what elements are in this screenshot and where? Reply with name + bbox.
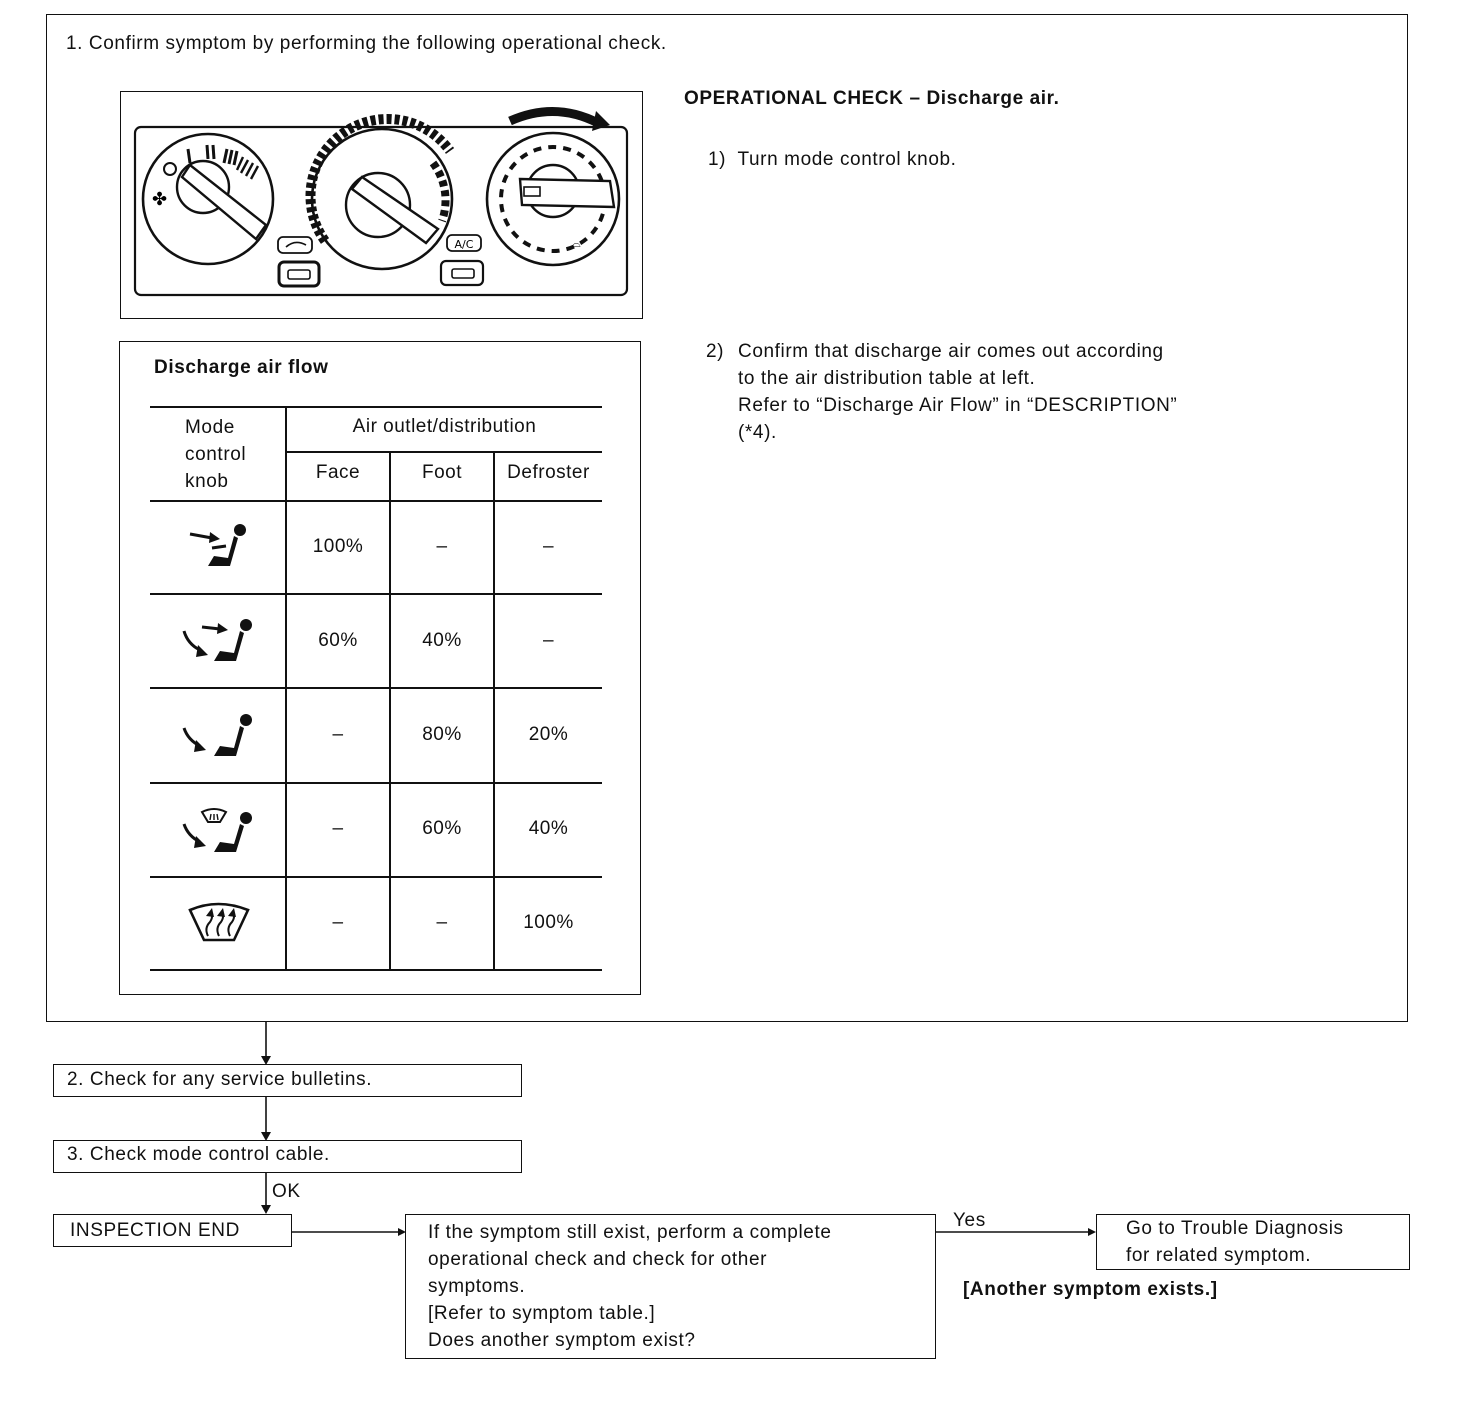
result-line: Go to Trouble Diagnosis bbox=[1126, 1218, 1344, 1239]
airflow-table-title: Discharge air flow bbox=[154, 357, 329, 378]
svg-text:✤: ✤ bbox=[152, 189, 168, 210]
foot-value: – bbox=[436, 536, 448, 557]
defroster-value: 20% bbox=[528, 724, 569, 745]
step2-text: 2. Check for any service bulletins. bbox=[67, 1069, 373, 1090]
foot-value: 80% bbox=[422, 724, 462, 745]
operational-check-step2-line: to the air distribution table at left. bbox=[738, 368, 1036, 389]
operational-check-step2-line: (*4). bbox=[738, 422, 777, 443]
question-line: Does another symptom exist? bbox=[428, 1330, 696, 1351]
operational-check-step2-line: Refer to “Discharge Air Flow” in “DESCRIPTION” bbox=[738, 395, 1178, 416]
column-header-face: Face bbox=[315, 462, 361, 483]
question-line: symptoms. bbox=[428, 1276, 526, 1297]
defroster-value: – bbox=[542, 536, 555, 557]
foot-value: 40% bbox=[422, 630, 462, 651]
defroster-value: 40% bbox=[528, 818, 569, 839]
operational-check-step1: 1) Turn mode control knob. bbox=[708, 149, 957, 170]
mode-header-line: control bbox=[185, 444, 247, 465]
yes-label: Yes bbox=[953, 1210, 986, 1231]
face-value: 60% bbox=[318, 630, 358, 651]
face-value: – bbox=[332, 818, 344, 839]
result-note: [Another symptom exists.] bbox=[963, 1279, 1218, 1300]
step1-title: 1. Confirm symptom by performing the following operational check. bbox=[66, 33, 667, 54]
step3-text: 3. Check mode control cable. bbox=[67, 1144, 330, 1165]
face-value: – bbox=[332, 724, 344, 745]
ac-button-label: A/C bbox=[454, 238, 474, 251]
svg-text:⌓: ⌓ bbox=[572, 237, 581, 250]
operational-check-step2-number: 2) bbox=[706, 341, 725, 362]
question-line: [Refer to symptom table.] bbox=[428, 1303, 656, 1324]
column-header-foot: Foot bbox=[421, 462, 463, 483]
result-line: for related symptom. bbox=[1126, 1245, 1312, 1266]
face-value: – bbox=[332, 912, 344, 933]
group-header: Air outlet/distribution bbox=[352, 416, 537, 437]
operational-check-heading: OPERATIONAL CHECK – Discharge air. bbox=[684, 88, 1060, 109]
ok-label: OK bbox=[272, 1181, 301, 1202]
question-line: If the symptom still exist, perform a complete bbox=[428, 1222, 832, 1243]
inspection-end-text: INSPECTION END bbox=[70, 1220, 240, 1241]
defroster-value: 100% bbox=[523, 912, 574, 933]
mode-header-line: knob bbox=[185, 471, 229, 492]
question-line: operational check and check for other bbox=[428, 1249, 768, 1270]
operational-check-step2-line: Confirm that discharge air comes out according bbox=[738, 341, 1164, 362]
foot-value: – bbox=[436, 912, 448, 933]
defroster-value: – bbox=[542, 630, 555, 651]
face-value: 100% bbox=[312, 536, 364, 557]
foot-value: 60% bbox=[422, 818, 462, 839]
column-header-defroster: Defroster bbox=[507, 462, 590, 483]
mode-header-line: Mode bbox=[185, 417, 235, 438]
